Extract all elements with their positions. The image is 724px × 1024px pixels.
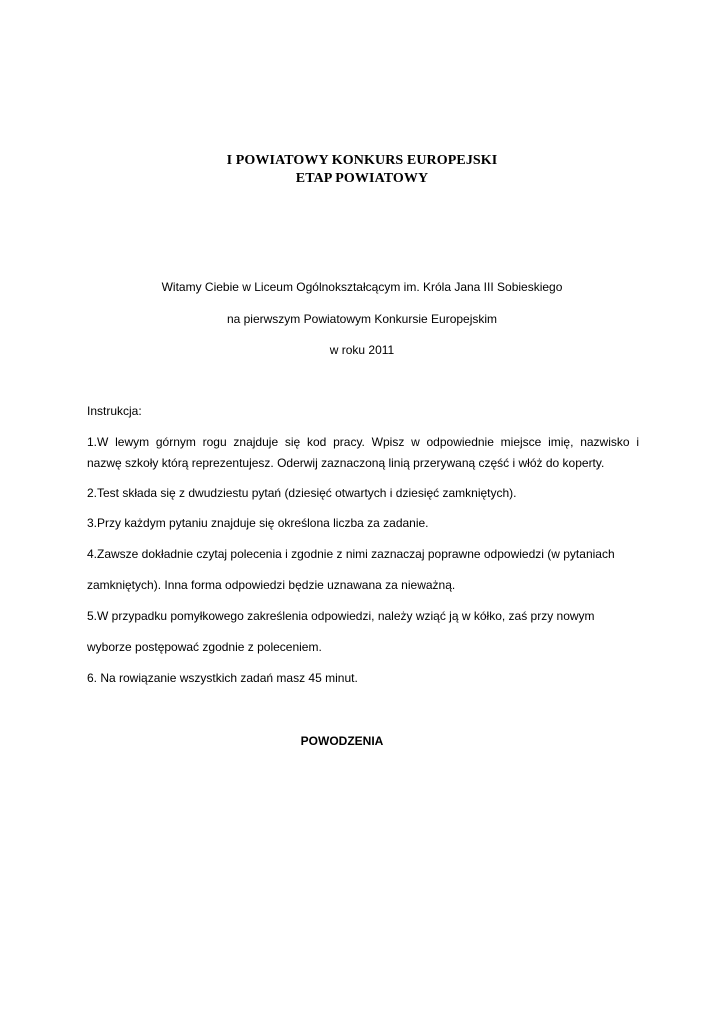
instruction-1-line-1: 1.W lewym górnym rogu znajduje się kod pracy. Wpisz w odpowiednie miejsce imię, nazwisko i [87,435,639,449]
closing-text: POWODZENIA [300,734,384,748]
instruction-4-line-2: zamkniętych). Inna forma odpowiedzi będzie uznawana za nieważną. [87,578,456,592]
instruction-2: 2.Test składa się z dwudziestu pytań (dziesięć otwartych i dziesięć zamkniętych). [87,486,517,500]
title-line-1: I POWIATOWY KONKURS EUROPEJSKI [226,153,498,168]
welcome-line-2: na pierwszym Powiatowym Konkursie Europejskim [226,312,498,326]
instructions-heading: Instrukcja: [87,404,142,418]
welcome-line-3: w roku 2011 [329,343,395,357]
instruction-4-line-1: 4.Zawsze dokładnie czytaj polecenia i zgodnie z nimi zaznaczaj poprawne odpowiedzi (w pytaniach [87,547,615,561]
instruction-5-line-2: wyborze postępować zgodnie z poleceniem. [87,640,322,654]
instruction-6: 6. Na rowiązanie wszystkich zadań masz 45 minut. [87,671,358,685]
welcome-line-1: Witamy Ciebie w Liceum Ogólnokształcącym im. Króla Jana III Sobieskiego [161,280,563,294]
title-line-2: ETAP POWIATOWY [295,171,429,186]
instruction-1-line-2: nazwę szkoły którą reprezentujesz. Oderwij zaznaczoną linią przerywaną część i włóż do koperty. [87,456,605,470]
instruction-3: 3.Przy każdym pytaniu znajduje się określona liczba za zadanie. [87,516,429,530]
instruction-5-line-1: 5.W przypadku pomyłkowego zakreślenia odpowiedzi, należy wziąć ją w kółko, zaś przy nowym [87,609,595,623]
